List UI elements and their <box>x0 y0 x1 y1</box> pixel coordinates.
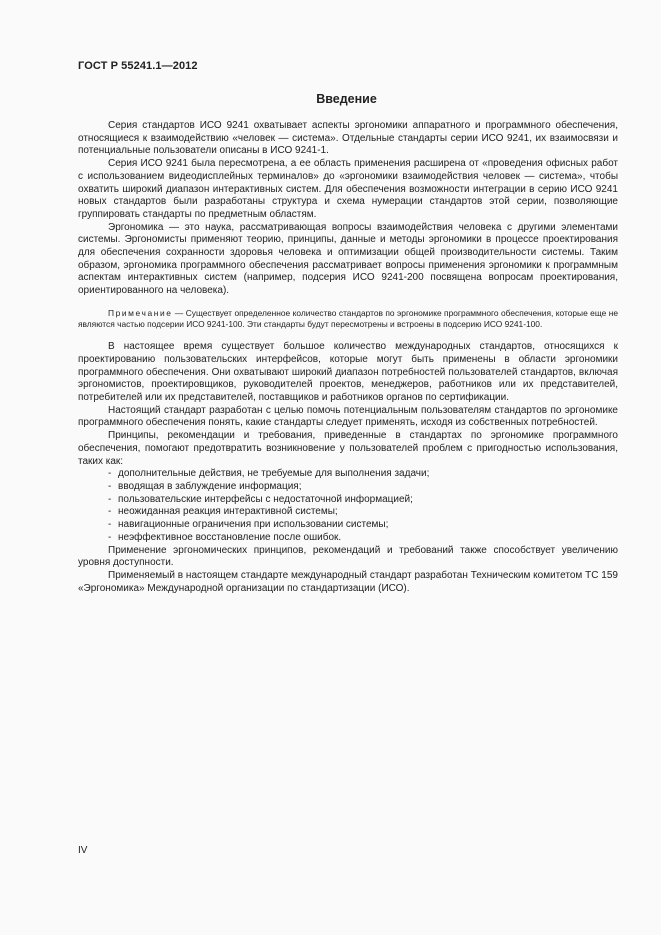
list-item: - неэффективное восстановление после ошибок. <box>108 531 342 543</box>
paragraph: Эргономика — это наука, рассматривающая вопросы взаимодействия человека с другими элементами системы. Эргономисты применяют теорию, принципы, данные и методы эргономики в процессе проектирования для обеспечения сохранности здоровья человека и оптимизации общей производительности системы. Таким образом, эргономика программного обеспечения рассматривает вопросы применения эргономики к программным аспектам интерактивных систем (например, подсерия ИСО 9241-200 посвящена вопросам проектирования, ориентированного на человека). <box>78 221 618 297</box>
note-text: Существует определенное количество стандартов по эргономике программного обеспечения, которые еще не являются частью подсерии ИСО 9241-100. Эти стандарты будут пересмотрены и встроены в подсерию ИСО 9241-100. <box>78 307 618 330</box>
list-item: - навигационные ограничения при использовании системы; <box>108 519 389 531</box>
list-bullet: - <box>108 519 112 531</box>
standard-number: ГОСТ Р 55241.1—2012 <box>78 60 198 72</box>
paragraph: Применяемый в настоящем стандарте международный стандарт разработан Техническим комитетом ТС 159 «Эргономика» Международной организации по стандартизации (ИСО). <box>78 569 618 594</box>
note-label: Примечание <box>108 307 173 318</box>
page-number: IV <box>78 845 88 856</box>
section-title: Введение <box>316 92 377 106</box>
problem-list <box>78 468 618 544</box>
note <box>78 308 618 330</box>
list-bullet: - <box>108 493 112 505</box>
list-item: - неожиданная реакция интерактивной системы; <box>108 506 338 518</box>
list-item: - вводящая в заблуждение информация; <box>108 480 302 492</box>
paragraph: Серия стандартов ИСО 9241 охватывает аспекты эргономики аппаратного и программного обеспечения, относящиеся к взаимодействию «человек — система». Отдельные стандарты серии ИСО 9241, их взаимосвязи и потенциальные пользователи описаны в ИСО 9241-1. <box>78 120 618 157</box>
paragraph: Применение эргономических принципов, рекомендаций и требований также способствует увеличению уровня доступности. <box>78 544 618 569</box>
list-bullet: - <box>108 531 112 543</box>
list-item: - пользовательские интерфейсы с недостаточной информацией; <box>108 493 413 505</box>
list-bullet: - <box>108 468 112 480</box>
list-item: - дополнительные действия, не требуемые для выполнения задачи; <box>108 468 430 480</box>
paragraph: Серия ИСО 9241 была пересмотрена, а ее область применения расширена от «проведения офисных работ с использованием видеодисплейных терминалов» до «эргономики взаимодействия человек — система», чтобы охватить широкий диапазон интерактивных систем. Для обеспечения возможности интеграции в серию ИСО 9241 новых стандартов были разработаны структура и схема нумерации стандартов этой серии, позволяющие группировать стандарты по предметным областям. <box>78 158 618 220</box>
paragraph: Настоящий стандарт разработан с целью помочь потенциальным пользователям стандартов по эргономике программного обеспечения понять, какие стандарты следует применять, исходя из собственных потребностей. <box>78 404 618 429</box>
list-bullet: - <box>108 480 112 492</box>
note-dash: — <box>174 307 184 318</box>
list-bullet: - <box>108 506 112 518</box>
body-text <box>78 120 618 595</box>
paragraph: В настоящее время существует большое количество международных стандартов, относящихся к проектированию пользовательских интерфейсов, которые могут быть применены в области эргономики программного обеспечения. Они охватывают широкий диапазон потребностей пользователей стандартов, включая эргономистов, проектировщиков, руководителей проектов, менеджеров, работников или их представителей, потребителей или их представителей, поставщиков и работников органов по сертификации. <box>78 341 618 404</box>
paragraph: Принципы, рекомендации и требования, приведенные в стандартах по эргономике программного обеспечения, помогают предотвратить возникновение у пользователей проблем с пригодностью использования, таких как: <box>78 430 618 467</box>
